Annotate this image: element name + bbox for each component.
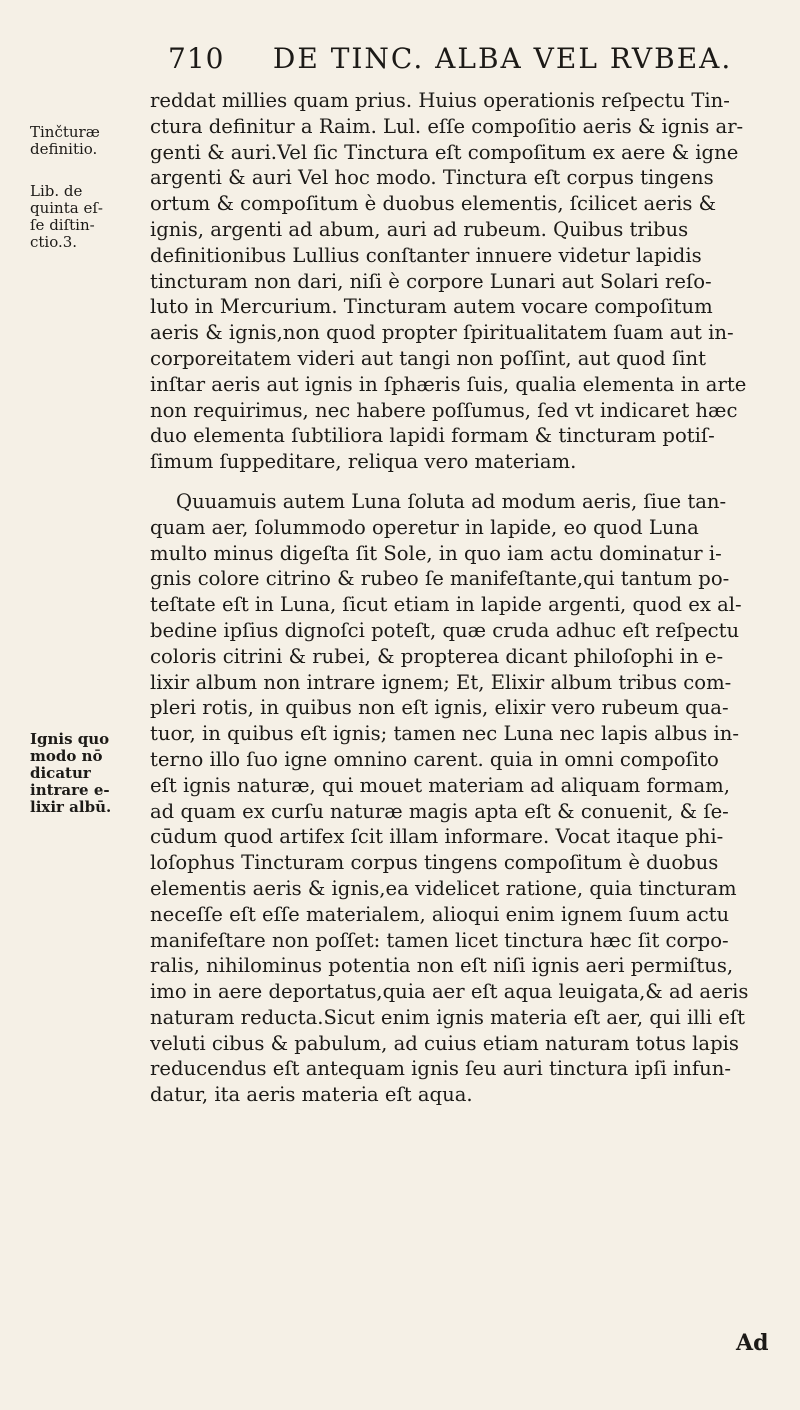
text-line: non requirimus, nec habere poſſumus, ſed vt indicaret hæc [150, 398, 738, 422]
body-text [150, 88, 770, 1108]
text-line: loſophus Tincturam corpus tingens compoſitum è duobus [150, 851, 719, 875]
margin-note-tincturae-definitio [30, 124, 142, 158]
text-line: lixir album non intrare ignem; Et, Elixir album tribus com- [150, 670, 732, 694]
margin-note-line: Tinčturæ [30, 123, 100, 141]
paragraph-2 [150, 489, 770, 1108]
running-head: DE TINC. ALBA VEL RVBEA. [272, 42, 733, 75]
text-line: ignis, argenti ad abum, auri ad rubeum. Quibus tribus [150, 217, 689, 241]
text-line: bedine ipſius dignoſci poteſt, quæ cruda adhuc eſt reſpectu [150, 618, 740, 642]
text-line: genti & auri.Vel ſic Tinctura eſt compoſitum ex aere & igne [150, 140, 739, 164]
margin-note-line: ctio.3. [30, 233, 78, 251]
margin-note-line: quinta eſ- [30, 199, 103, 217]
text-line: terno illo ſuo igne omnino carent. quia in omni compoſito [150, 747, 719, 771]
text-line: quam aer, ſolummodo operetur in lapide, eo quod Luna [150, 515, 699, 539]
text-line: corporeitatem videri aut tangi non poſſint, aut quod ſint [150, 346, 706, 370]
text-line: argenti & auri Vel hoc modo. Tinctura eſt corpus tingens [150, 166, 714, 190]
text-line: elementis aeris & ignis,ea videlicet ratione, quia tincturam [150, 876, 737, 900]
margin-note-line: modo nō [30, 747, 103, 765]
text-line: gnis colore citrino & rubeo ſe manifeſtante,qui tantum po- [150, 567, 730, 591]
margin-note-line: Lib. de [30, 182, 83, 200]
text-line: teſtate eſt in Luna, ſicut etiam in lapide argenti, quod ex al- [150, 593, 742, 617]
text-line: ad quam ex curſu naturæ magis apta eſt & conuenit, & ſe- [150, 799, 729, 823]
text-line: Quuamuis autem Luna ſoluta ad modum aeris, ſiue tan- [176, 489, 727, 513]
text-line: naturam reducta.Sicut enim ignis materia eſt aer, qui illi eſt [150, 1005, 746, 1029]
text-line: inſtar aeris aut ignis in ſphæris ſuis, qualia elementa in arte [150, 372, 747, 396]
text-line: ralis, nihilominus potentia non eſt niſi ignis aeri permiſtus, [150, 954, 734, 978]
text-line: aeris & ignis,non quod propter ſpiritualitatem ſuam aut in- [150, 321, 734, 345]
margin-note-line: definitio. [30, 140, 98, 158]
text-line: multo minus digeſta ſit Sole, in quo iam actu dominatur i- [150, 541, 722, 565]
paragraph-1 [150, 88, 770, 475]
text-line: definitionibus Lullius conſtanter innuere videtur lapidis [150, 243, 702, 267]
text-line: tuor, in quibus eſt ignis; tamen nec Luna nec lapis albus in- [150, 722, 739, 746]
text-line: duo elementa ſubtiliora lapidi formam & tincturam potiſ- [150, 424, 715, 448]
margin-note-line: intrare e- [30, 781, 110, 799]
text-line: ſimum ſuppeditare, reliqua vero materiam. [150, 450, 577, 474]
text-line: manifeſtare non poſſet: tamen licet tinctura hæc ſit corpo- [150, 928, 729, 952]
margin-note-line: dicatur [30, 764, 91, 782]
catchword: Ad [736, 1330, 769, 1356]
text-line: eſt ignis naturæ, qui mouet materiam ad aliquam formam, [150, 773, 730, 797]
margin-note-ignis-quo-modo [30, 731, 142, 816]
text-line: neceſſe eſt eſſe materialem, alioqui enim ignem ſuum actu [150, 902, 730, 926]
page-number: 710 [168, 42, 225, 75]
margin-note-line: lixir albū. [30, 798, 112, 816]
text-line: reducendus eſt antequam ignis ſeu auri tinctura ipſi infun- [150, 1057, 732, 1081]
text-line: pleri rotis, in quibus non eſt ignis, elixir vero rubeum qua- [150, 696, 729, 720]
margin-note-lib-de-quinta [30, 183, 142, 251]
margin-note-line: ſe diſtin- [30, 216, 95, 234]
text-line: datur, ita aeris materia eſt aqua. [150, 1083, 473, 1107]
text-line: imo in aere deportatus,quia aer eſt aqua leuigata,& ad aeris [150, 980, 749, 1004]
margin-note-line: Ignis quo [30, 730, 110, 748]
text-line: cūdum quod artifex ſcit illam informare. Vocat itaque phi- [150, 825, 724, 849]
text-line: ctura definitur a Raim. Lul. eſſe compoſitio aeris & ignis ar- [150, 114, 744, 138]
text-line: reddat millies quam prius. Huius operationis reſpectu Tin- [150, 89, 730, 112]
text-line: veluti cibus & pabulum, ad cuius etiam naturam totus lapis [150, 1031, 739, 1055]
text-line: ortum & compoſitum è duobus elementis, ſcilicet aeris & [150, 192, 717, 216]
text-line: luto in Mercurium. Tincturam autem vocare compoſitum [150, 295, 713, 319]
text-line: coloris citrini & rubei, & propterea dicant philoſophi in e- [150, 644, 724, 668]
paragraph-gap [150, 475, 770, 489]
text-line: tincturam non dari, niſi è corpore Lunari aut Solari reſo- [150, 269, 712, 293]
page-header [168, 42, 733, 82]
